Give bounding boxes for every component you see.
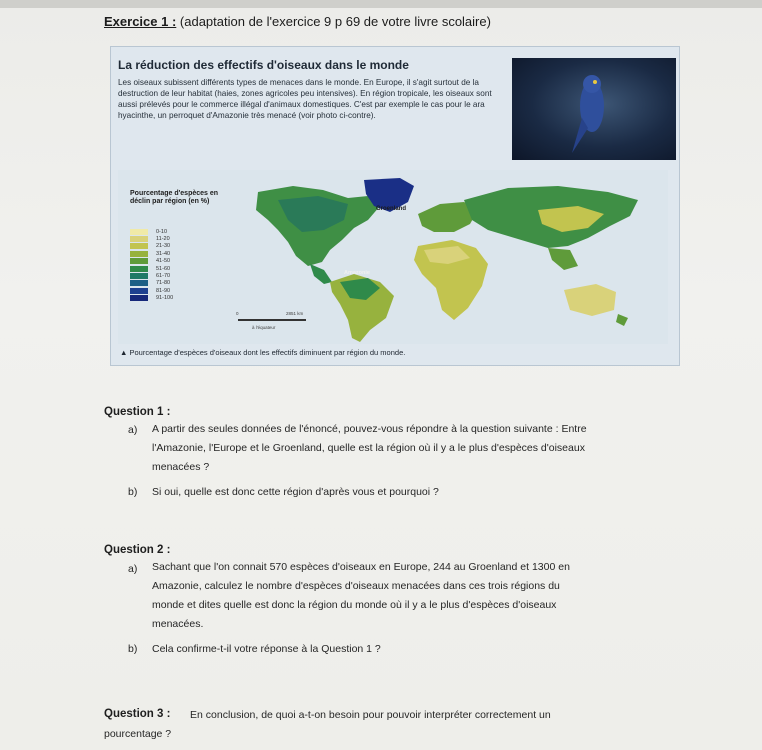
question-1a-line-3: menacées ?	[152, 461, 210, 473]
question-2a-line-2: Amazonie, calculez le nombre d'espèces d'oiseaux menacées dans ces trois régions du	[152, 580, 560, 592]
question-1a-line-1: A partir des seules données de l'énoncé, pouvez-vous répondre à la question suivante : Entre	[152, 423, 587, 435]
legend-row	[130, 243, 173, 250]
legend-label: 61-70	[156, 273, 171, 280]
question-2a-label: a)	[128, 563, 138, 575]
legend-row	[130, 258, 173, 265]
question-2b-text: Cela confirme-t-il votre réponse à la Question 1 ?	[152, 643, 381, 655]
question-1a-label: a)	[128, 424, 138, 436]
question-3-line-1: En conclusion, de quoi a-t-on besoin pour pouvoir interpréter correctement un	[190, 709, 551, 721]
legend-row	[130, 265, 173, 272]
scale-label: 2851 km	[286, 311, 304, 316]
document-title: La réduction des effectifs d'oiseaux dans le monde	[118, 58, 409, 72]
legend-row	[130, 272, 173, 279]
map-label-amazonia: Amazonie	[344, 270, 370, 276]
question-2a-line-3: monde et dites quelle est donc la région du monde où il y a le plus d'espèces d'oiseaux	[152, 599, 557, 611]
question-1b-text: Si oui, quelle est donc cette région d'après vous et pourquoi ?	[152, 486, 439, 498]
question-2a-line-1: Sachant que l'on connait 570 espèces d'oiseaux en Europe, 244 au Groenland et 1300 en	[152, 561, 570, 573]
map-caption: ▲ Pourcentage d'espèces d'oiseaux dont les effectifs diminuent par région du monde.	[120, 348, 406, 357]
legend-swatch	[130, 243, 148, 249]
legend-row	[130, 295, 173, 302]
legend-label: 81-90	[156, 287, 171, 294]
legend-swatch	[130, 266, 148, 272]
question-1a-text	[152, 420, 682, 477]
legend-row	[130, 287, 173, 294]
question-2-title: Question 2 :	[104, 544, 171, 556]
legend-label: 91-100	[156, 295, 174, 302]
legend-swatch	[130, 229, 148, 235]
question-1-title: Question 1 :	[104, 406, 171, 418]
map-label-greenland: Groenland	[376, 206, 407, 212]
legend-label: 41-50	[156, 258, 171, 265]
legend-swatch	[130, 236, 148, 242]
legend-swatch	[130, 273, 148, 279]
top-edge	[0, 0, 762, 8]
legend-label: 21-30	[156, 243, 171, 250]
exercise-title: Exercice 1 :	[104, 14, 177, 29]
legend-label: 31-40	[156, 250, 171, 257]
legend-row	[130, 250, 173, 257]
legend-label: 51-60	[156, 265, 171, 272]
legend-label: 11-20	[156, 236, 170, 243]
legend-row	[130, 235, 173, 242]
parrot-photo	[512, 58, 676, 160]
scale-zero: 0	[236, 311, 239, 316]
legend-label: 71-80	[156, 280, 171, 287]
question-2a-line-4: menacées.	[152, 618, 204, 630]
legend-row	[130, 228, 173, 235]
legend-swatch	[130, 288, 148, 294]
question-1a-line-2: l'Amazonie, l'Europe et le Groenland, quelle est la région où il y a le plus d'espèces d'oiseaux	[152, 442, 585, 454]
question-2a-text	[152, 558, 682, 634]
legend-swatch	[130, 251, 148, 257]
document-intro: Les oiseaux subissent différents types de menaces dans le monde. En Europe, il s'agit surtout de la destruction de leur habitat (haies, zones agricoles peu intensives). En région tropicale, les oiseaux sont aussi prélevés pour le commerce illégal d'animaux domestiques. C'est par exemple le cas pour le ara hyacinthe, un perroquet d'Amazonie très menacé (voir photo ci-contre).	[118, 78, 492, 120]
map-legend-title: Pourcentage d'espèces en déclin par région (en %)	[130, 190, 219, 205]
map-legend	[130, 228, 173, 302]
question-2b-label: b)	[128, 643, 138, 655]
legend-swatch	[130, 280, 148, 286]
question-3-line-2: pourcentage ?	[104, 728, 172, 740]
parrot-photo-image	[512, 58, 676, 160]
exercise-subtitle: (adaptation de l'exercice 9 p 69 de votre livre scolaire)	[179, 14, 491, 29]
question-1b-label: b)	[128, 486, 138, 498]
exercise-heading	[104, 14, 491, 29]
scale-bar	[238, 319, 306, 321]
legend-label: 0-10	[156, 228, 168, 235]
legend-swatch	[130, 295, 148, 301]
question-3-title: Question 3 :	[104, 708, 171, 720]
legend-swatch	[130, 258, 148, 264]
scale-subtitle: à l'équateur	[252, 325, 276, 330]
legend-row	[130, 280, 173, 287]
